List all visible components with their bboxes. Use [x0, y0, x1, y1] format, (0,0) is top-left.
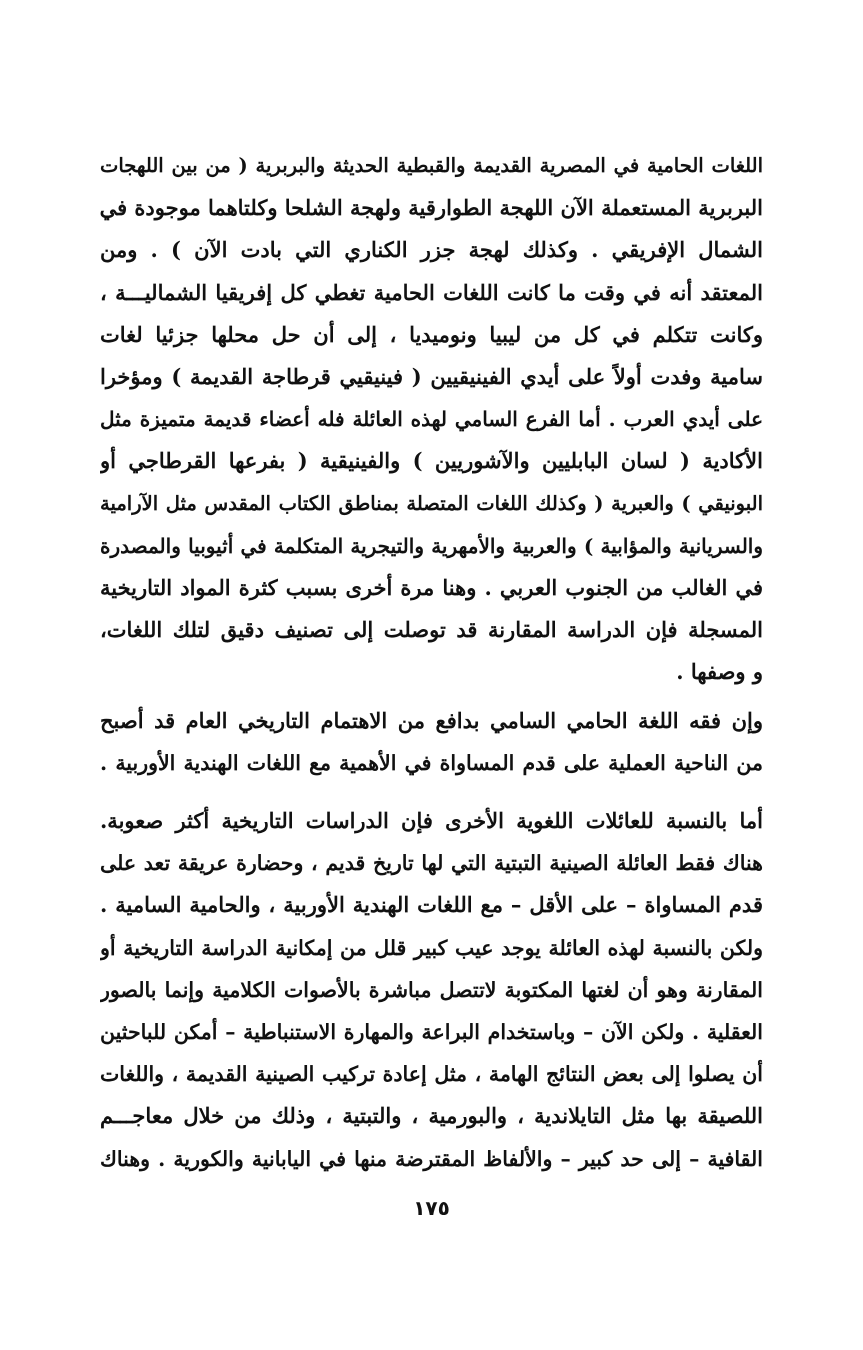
text-line: و وصفها . — [676, 659, 763, 685]
text-line: أما بالنسبة للعائلات اللغوية الأخرى فإن الدراسات التاريخية أكثر صعوبة. — [100, 808, 763, 833]
text-line: سامية وفدت أولاً على أيدي الفينيقيين ( فينيقيي قرطاجة القديمة ) ومؤخرا — [100, 364, 763, 390]
text-line: والسريانية والمؤابية ) والعربية والأمهرية والتيجرية المتكلمة في أثيوبيا والمصدرة — [100, 533, 763, 558]
text-line: القافية – إلى حد كبير – والألفاظ المقترضة منها في اليابانية والكورية . وهناك — [100, 1146, 763, 1171]
text-line: ولكن بالنسبة لهذه العائلة يوجد عيب كبير قلل من إمكانية الدراسة التاريخية أو — [100, 935, 763, 960]
text-line: المسجلة فإن الدراسة المقارنة قد توصلت إلى تصنيف دقيق لتلك اللغات، — [100, 617, 763, 643]
text-line: البربرية المستعملة الآن اللهجة الطوارقية ولهجة الشلحا وكلتاهما موجودة في — [100, 195, 763, 221]
text-line: وكانت تتكلم في كل من ليبيا ونوميديا ، إلى أن حل محلها جزئيا لغات — [100, 321, 763, 347]
paragraph-1 — [100, 145, 763, 694]
text-line: المعتقد أنه في وقت ما كانت اللغات الحامية تغطي كل إفريقيا الشماليـــة ، — [100, 279, 763, 305]
text-line: في الغالب من الجنوب العربي . وهنا مرة أخرى بسبب كثرة المواد التاريخية — [100, 575, 763, 601]
text-line: هناك فقط العائلة الصينية التبتية التي لها تاريخ قديم ، وحضارة عريقة تعد على — [100, 851, 763, 876]
text-line: وإن فقه اللغة الحامي السامي بدافع من الاهتمام التاريخي العام قد أصبح — [100, 708, 763, 733]
text-line: الشمال الإفريقي . وكذلك لهجة جزر الكناري التي بادت الآن ) . ومن — [100, 237, 763, 263]
text-line: اللصيقة بها مثل التايلاندية ، والبورمية ، والتبتية ، وذلك من خلال معاجـــم — [100, 1103, 763, 1129]
text-line: الأكادية ( لسان البابليين والآشوريين ) والفينيقية ( بفرعها القرطاجي أو — [100, 448, 763, 474]
text-line: البونيقي ) والعبرية ( وكذلك اللغات المتصلة بمناطق الكتاب المقدس مثل الآرامية — [100, 491, 763, 515]
text-line: المقارنة وهو أن لغتها المكتوبة لاتتصل مباشرة بالأصوات الكلامية وإنما بالصور — [100, 977, 763, 1002]
paragraph-3 — [100, 800, 763, 1180]
page-number: ١٧٥ — [413, 1196, 450, 1220]
text-line: العقلية . ولكن الآن – وباستخدام البراعة والمهارة الاستنباطية – أمكن للباحثين — [100, 1020, 763, 1045]
text-line: من الناحية العملية على قدم المساواة في الأهمية مع اللغات الهندية الأوربية . — [100, 751, 763, 776]
text-line: اللغات الحامية في المصرية القديمة والقبطية الحديثة والبربرية ( من بين اللهجات — [100, 154, 763, 177]
text-line: على أيدي العرب . أما الفرع السامي لهذه العائلة فله أعضاء قديمة متميزة مثل — [100, 407, 763, 432]
text-line: أن يصلوا إلى بعض النتائج الهامة ، مثل إعادة تركيب الصينية القديمة ، واللغات — [100, 1062, 763, 1087]
text-line: قدم المساواة – على الأقل – مع اللغات الهندية الأوربية ، والحامية السامية . — [100, 892, 763, 918]
paragraph-2 — [100, 700, 763, 784]
